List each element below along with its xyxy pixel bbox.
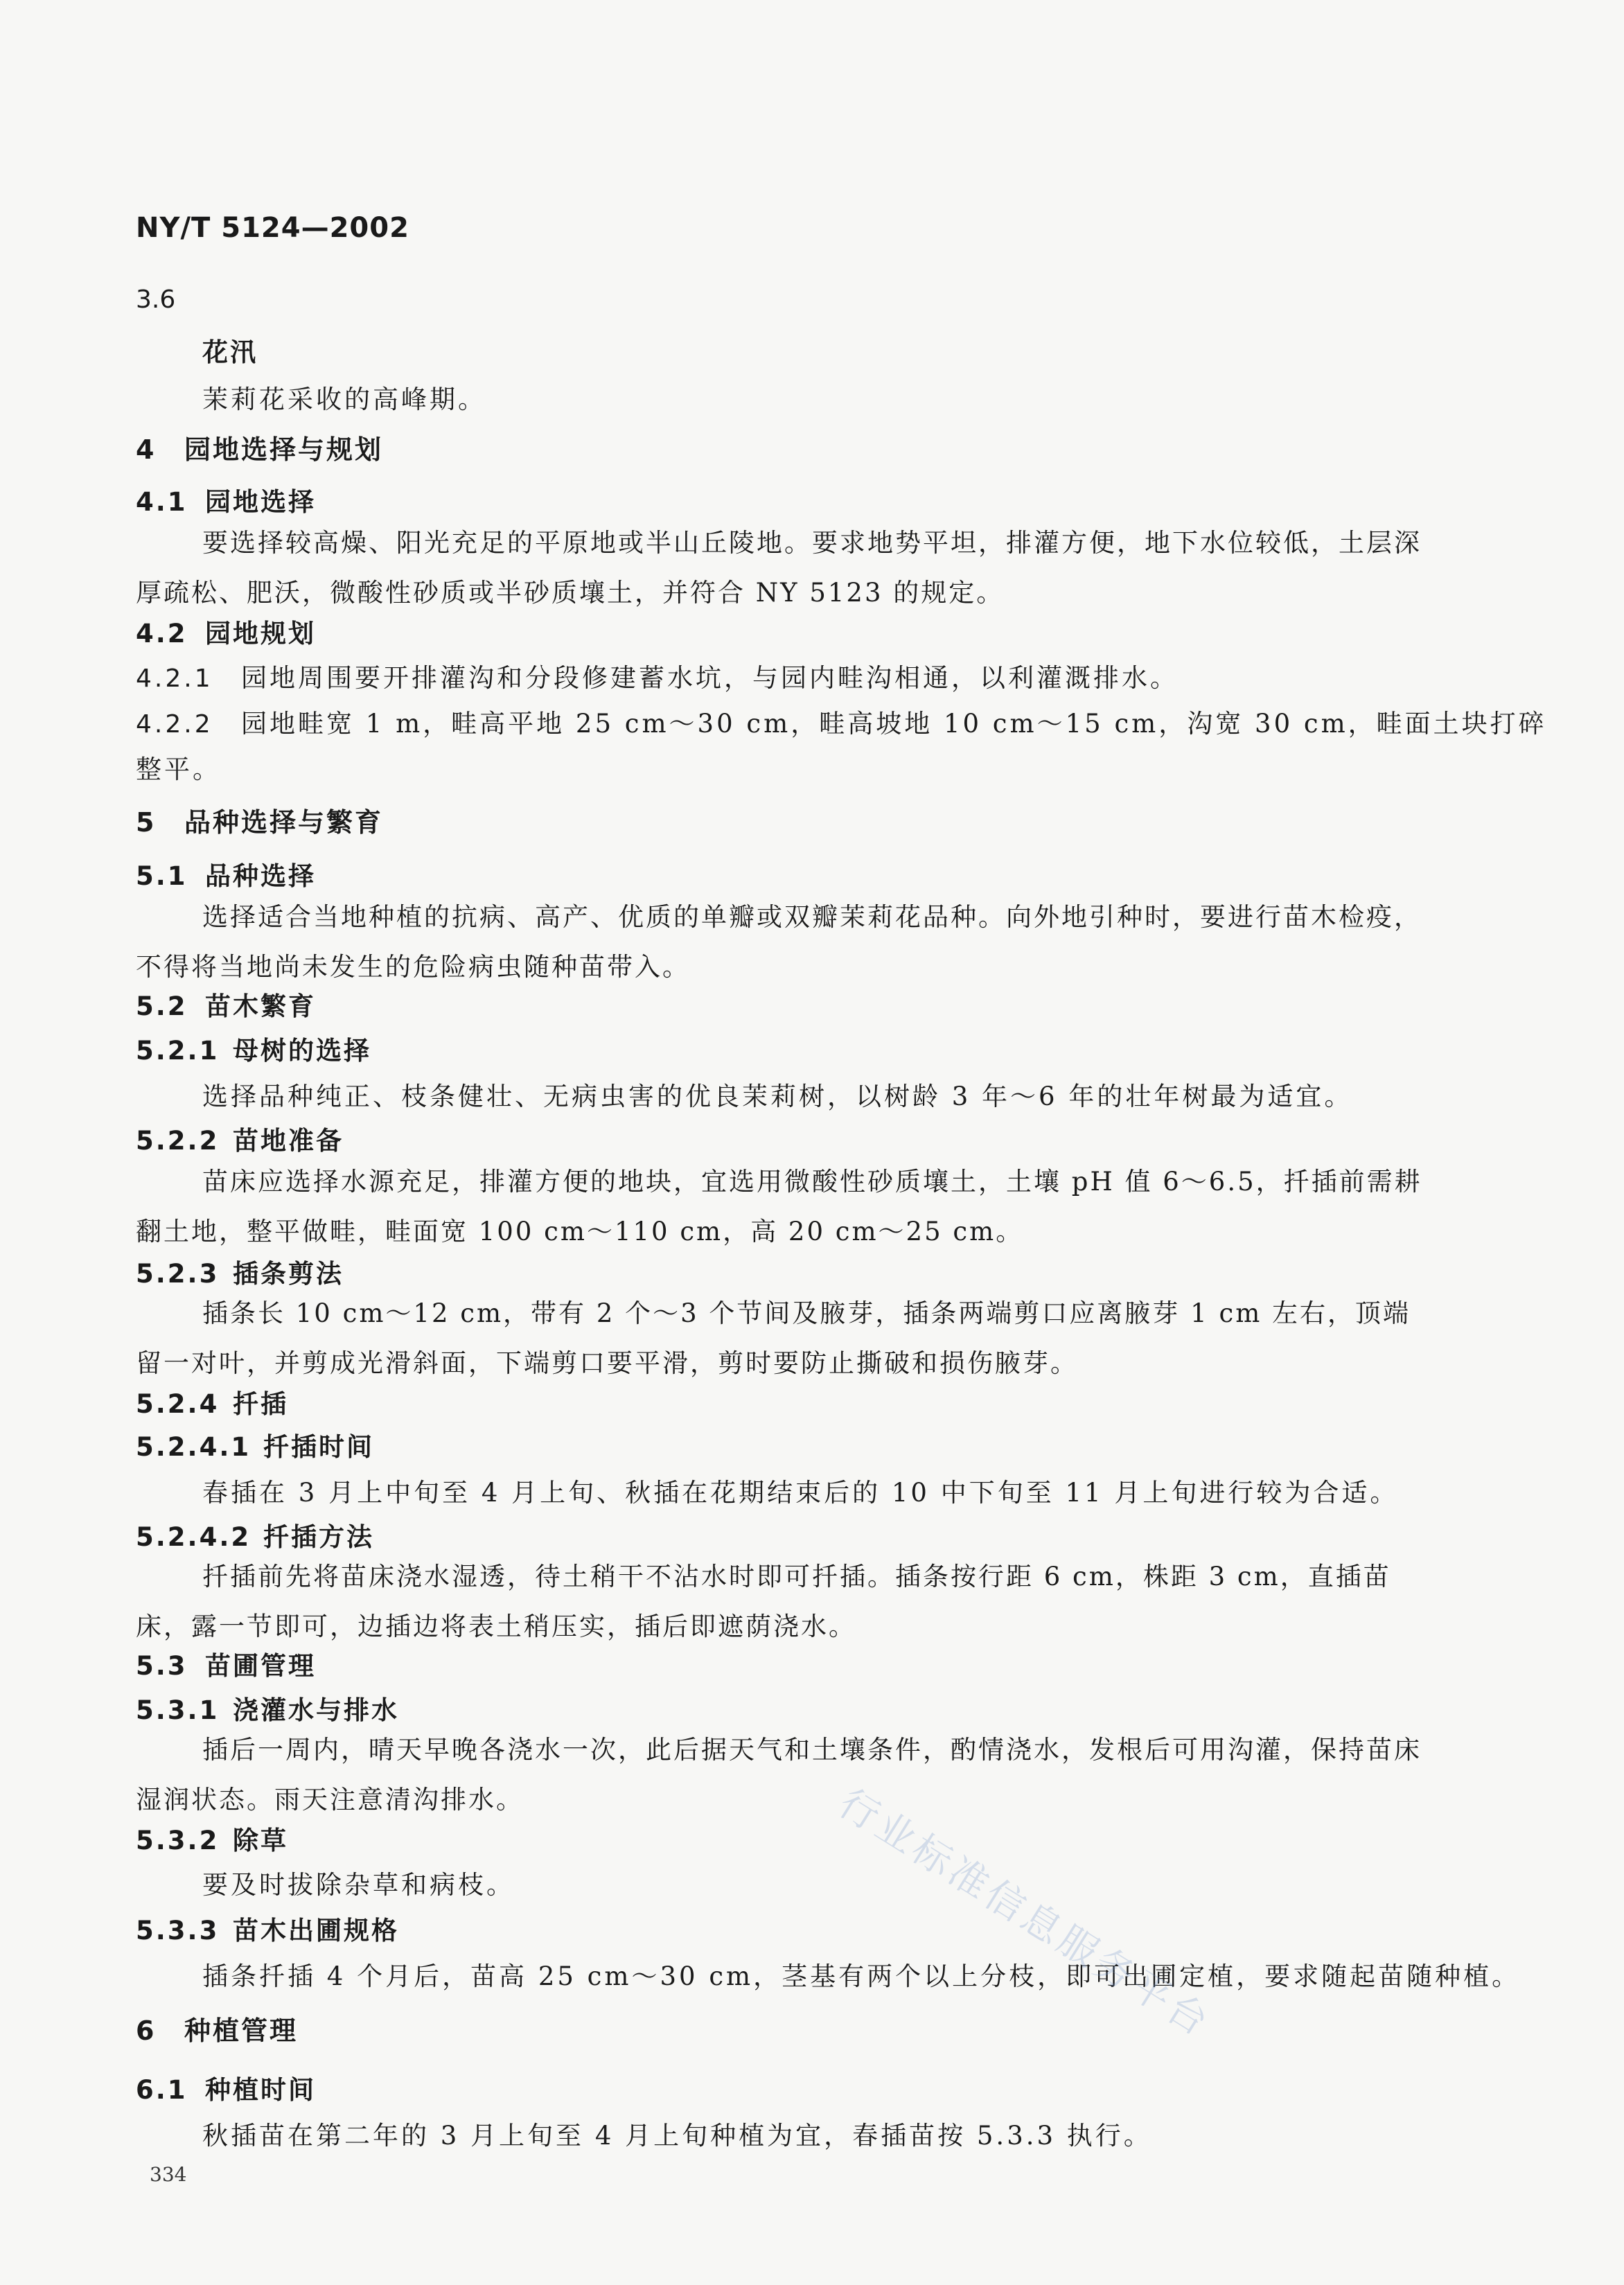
clause-title: 苗木出圃规格 (233, 1916, 399, 1946)
term-definition: 茉莉花采收的高峰期。 (202, 385, 486, 414)
standard-id: NY/T 5124—2002 (136, 212, 409, 244)
clause-number: 6.1 (136, 2075, 188, 2105)
clause-number: 4.2.2 (136, 710, 213, 739)
clause-title: 扦插方法 (263, 1522, 374, 1552)
clause-number: 5.2.4.1 (136, 1432, 251, 1462)
section-number: 4 (136, 434, 157, 465)
clause-number: 5.2.4 (136, 1389, 220, 1419)
clause-title: 母树的选择 (233, 1036, 371, 1066)
section-title: 园地选择与规划 (184, 434, 384, 465)
clause-number: 5.2.1 (136, 1036, 220, 1066)
paragraph: 选择适合当地种植的抗病、高产、优质的单瓣或双瓣茉莉花品种。向外地引种时，要进行苗木检疫，不得将当地尚未发生的危险病虫随种苗带入。 (136, 902, 1422, 982)
term-title: 花汛 (202, 337, 258, 367)
section-title: 种植管理 (184, 2015, 299, 2046)
section-number: 6 (136, 2015, 157, 2046)
paragraph: 插条扦插 4 个月后，苗高 25 cm～30 cm，茎基有两个以上分枝，即可出圃定植，要求随起苗随种植。 (202, 1961, 1521, 1991)
clause-heading (136, 1120, 344, 1157)
clause-heading (136, 612, 316, 650)
clause-number: 4.1 (136, 487, 188, 517)
clause-number: 4.2 (136, 619, 188, 649)
clause-title: 园地规划 (205, 619, 316, 649)
watermark: 行业标准信息服务平台 (831, 1781, 1219, 2047)
clause-heading (136, 1819, 288, 1857)
clause-text: 园地畦宽 1 m，畦高平地 25 cm～30 cm，畦高坡地 10 cm～15 cm，沟宽 30 cm，畦面土块打碎 (241, 709, 1547, 739)
clause-heading (136, 1645, 316, 1682)
clause-title: 种植时间 (205, 2075, 316, 2105)
clause-line (136, 657, 1179, 694)
paragraph: 春插在 3 月上中旬至 4 月上旬、秋插在花期结束后的 10 中下旬至 11 月上旬进行较为合适。 (202, 1478, 1399, 1508)
clause-number: 5.2.2 (136, 1126, 220, 1156)
section-title: 品种选择与繁育 (184, 807, 384, 838)
clause-number: 5.3.3 (136, 1916, 220, 1946)
clause-heading (136, 1030, 371, 1067)
clause-title: 扦插时间 (263, 1432, 374, 1462)
clause-heading (136, 2069, 316, 2106)
clause-heading (136, 481, 316, 518)
clause-number: 4.2.1 (136, 664, 213, 693)
clause-heading (136, 1689, 399, 1727)
clause-title: 浇灌水与排水 (233, 1695, 399, 1725)
section-heading (136, 428, 383, 466)
clause-title: 苗地准备 (233, 1126, 344, 1156)
paragraph: 插后一周内，晴天早晚各浇水一次，此后据天气和土壤条件，酌情浇水，发根后可用沟灌，保持苗床湿润状态。雨天注意清沟排水。 (136, 1735, 1422, 1815)
paragraph: 苗床应选择水源充足，排灌方便的地块，宜选用微酸性砂质壤土，土壤 pH 值 6～6.5，扦插前需耕翻土地，整平做畦，畦面宽 100 cm～110 cm，高 20 cm～25 cm。 (136, 1167, 1422, 1246)
clause-heading (136, 1253, 344, 1290)
clause-number: 5.3.2 (136, 1826, 220, 1855)
clause-heading (136, 985, 316, 1023)
clause-heading (136, 1909, 399, 1947)
section-heading (136, 2009, 298, 2047)
clause-heading (136, 1516, 374, 1553)
clause-heading (136, 1383, 288, 1420)
paragraph: 秋插苗在第二年的 3 月上旬至 4 月上旬种植为宜，春插苗按 5.3.3 执行。 (202, 2121, 1152, 2151)
clause-heading (136, 855, 316, 892)
section-heading (136, 801, 383, 839)
clause-title: 插条剪法 (233, 1259, 344, 1289)
clause-title: 扦插 (233, 1389, 288, 1419)
page-number: 334 (150, 2163, 187, 2186)
clause-title: 苗圃管理 (205, 1651, 316, 1681)
paragraph: 要及时拔除杂草和病枝。 (202, 1870, 515, 1900)
clause-heading (136, 1426, 374, 1463)
section-number: 5 (136, 807, 157, 838)
clause-title: 除草 (233, 1826, 288, 1855)
clause-title: 品种选择 (205, 861, 316, 891)
clause-number: 5.2.3 (136, 1259, 220, 1289)
clause-number: 5.3 (136, 1651, 188, 1681)
clause-number: 5.2 (136, 991, 188, 1021)
clause-text: 园地周围要开排灌沟和分段修建蓄水坑，与园内畦沟相通，以利灌溉排水。 (241, 663, 1179, 693)
paragraph: 选择品种纯正、枝条健壮、无病虫害的优良茉莉树，以树龄 3 年～6 年的壮年树最为适宜。 (202, 1082, 1353, 1111)
clause-number: 5.1 (136, 861, 188, 891)
clause-number: 3.6 (136, 285, 176, 314)
paragraph: 要选择较高燥、阳光充足的平原地或半山丘陵地。要求地势平坦，排灌方便，地下水位较低，土层深厚疏松、肥沃，微酸性砂质或半砂质壤土，并符合 NY 5123 的规定。 (136, 528, 1422, 608)
clause-text-continued: 整平。 (136, 755, 221, 784)
clause-line (136, 703, 1547, 740)
paragraph: 扦插前先将苗床浇水湿透，待土稍干不沾水时即可扦插。插条按行距 6 cm，株距 3 cm，直插苗床，露一节即可，边插边将表土稍压实，插后即遮荫浇水。 (136, 1562, 1391, 1641)
clause-title: 园地选择 (205, 487, 316, 517)
clause-number: 5.3.1 (136, 1695, 220, 1725)
clause-title: 苗木繁育 (205, 991, 316, 1021)
paragraph: 插条长 10 cm～12 cm，带有 2 个～3 个节间及腋芽，插条两端剪口应离腋芽 1 cm 左右，顶端留一对叶，并剪成光滑斜面，下端剪口要平滑，剪时要防止撕破和损伤腋芽。 (136, 1298, 1411, 1378)
clause-number: 5.2.4.2 (136, 1522, 251, 1552)
